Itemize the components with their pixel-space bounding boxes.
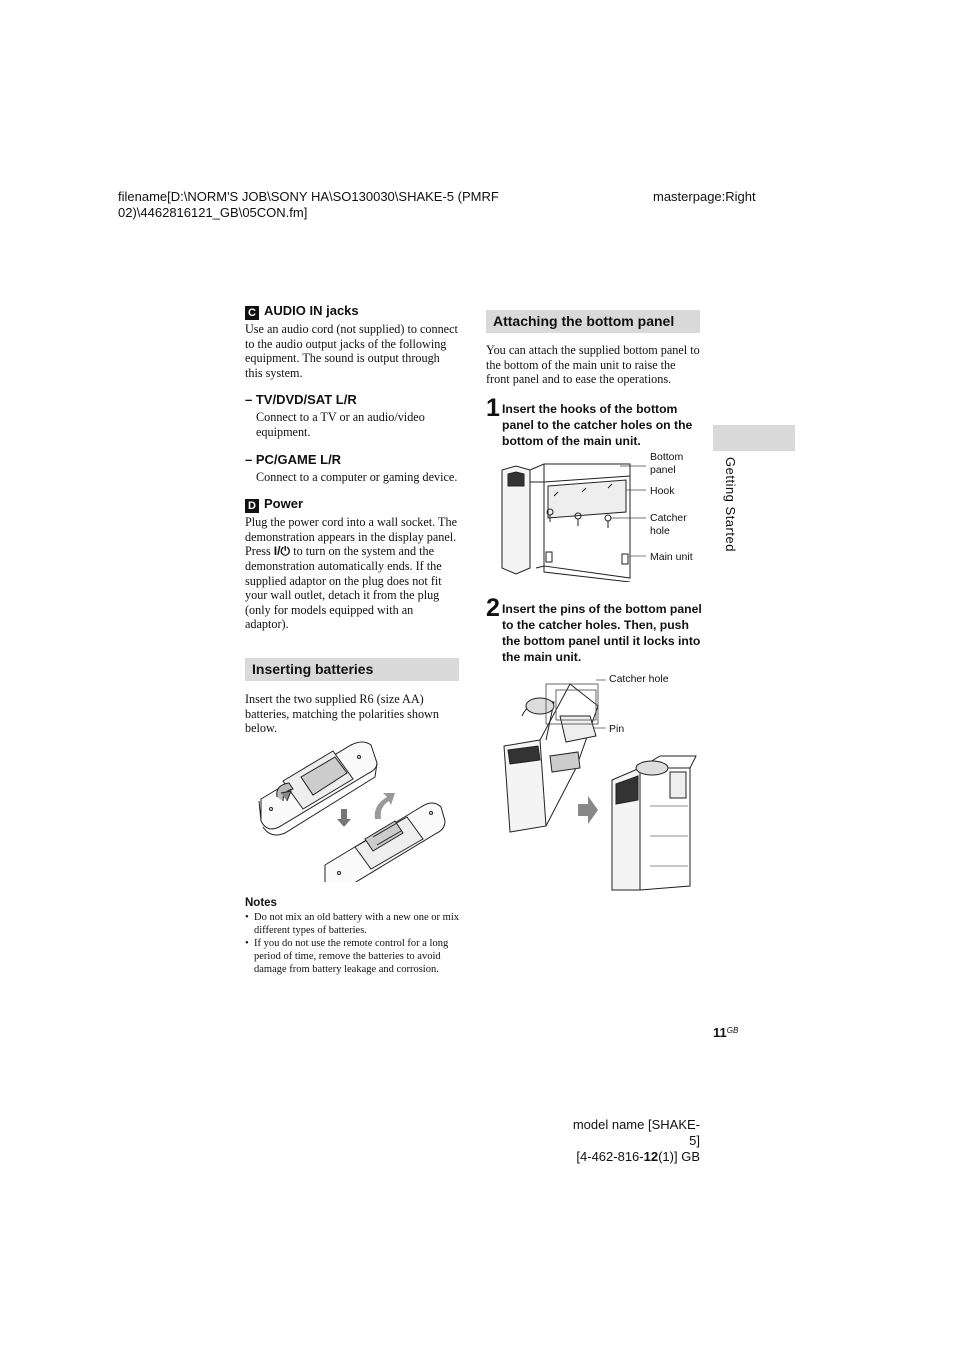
notes-section	[245, 897, 459, 976]
bottom-panel-callout	[650, 451, 683, 477]
masterpage-label: masterpage:Right	[653, 189, 756, 204]
power-body	[245, 515, 459, 632]
model-code-line	[563, 1149, 700, 1165]
attaching-intro: You can attach the supplied bottom panel to the bottom of the main unit to raise the front panel and to ease the operations.	[486, 343, 700, 387]
power-title: Power	[264, 496, 304, 512]
audio-in-heading	[245, 303, 459, 320]
power-symbol-icon: I/⏻	[273, 544, 291, 559]
bottom-panel-pins-illustration	[500, 676, 700, 896]
audio-in-body: Use an audio cord (not supplied) to connect to the audio output jacks of the following equipment. The sound is output through this system.	[245, 322, 458, 380]
filename-line-2: 02)\4462816121_GB\05CON.fm]	[118, 205, 308, 220]
power-body-post: to turn on the system and the demonstration automatically ends. If the supplied adaptor on the plug does not fit your wall outlet, detach it from the plug (only for models equipped with an adaptor).	[245, 544, 442, 632]
pin-callout: Pin	[609, 723, 625, 735]
audio-in-title: AUDIO IN jacks	[264, 303, 359, 318]
page-number	[713, 1025, 738, 1040]
filename-header	[118, 189, 499, 221]
attaching-bottom-panel-heading: Attaching the bottom panel	[486, 310, 700, 333]
power-heading	[245, 496, 459, 513]
note-item: • Do not mix an old battery with a new one or mix different types of batteries.	[245, 911, 459, 937]
callout-catcher-2: hole	[650, 525, 670, 537]
step-1-number: 1	[486, 394, 500, 422]
inserting-batteries-body: Insert the two supplied R6 (size AA) batteries, matching the polarities shown below.	[245, 692, 439, 736]
tv-dvd-sat-heading: – TV/DVD/SAT L/R	[245, 392, 357, 408]
catcher-hole-callout-2: Catcher hole	[609, 673, 669, 685]
model-code-post: (1)] GB	[658, 1149, 700, 1164]
note-item: • If you do not use the remote control for a long period of time, remove the batteries to avoid damage from battery leakage and corrosion.	[245, 937, 459, 976]
pc-game-heading: – PC/GAME L/R	[245, 451, 342, 467]
model-name-line: model name [SHAKE-5]	[572, 1117, 700, 1148]
step-2-text: Insert the pins of the bottom panel to the catcher holes. Then, push the bottom panel until it locks into the main unit.	[502, 602, 702, 664]
callout-bottom-2: panel	[650, 464, 676, 476]
notes-title: Notes	[245, 897, 277, 909]
step-2-number: 2	[486, 594, 500, 622]
bottom-panel-hooks-illustration	[496, 456, 646, 582]
filename-line-1: filename[D:\NORM'S JOB\SONY HA\SO130030\SHAKE-5 (PMRF	[118, 189, 499, 204]
step-1-text: Insert the hooks of the bottom panel to the catcher holes on the bottom of the main unit.	[502, 402, 693, 448]
audio-in-section	[245, 303, 459, 632]
callout-catcher-1: Catcher	[650, 512, 687, 524]
hook-callout: Hook	[650, 485, 675, 497]
page-number-value: 11	[713, 1025, 727, 1040]
section-letter-d: D	[245, 499, 259, 513]
pc-game-body: Connect to a computer or gaming device.	[256, 469, 458, 484]
section-side-tab	[713, 425, 795, 451]
page-suffix: GB	[726, 1026, 739, 1035]
battery-insertion-illustration	[255, 737, 450, 882]
catcher-hole-callout	[650, 512, 687, 538]
model-name-footer	[563, 1117, 700, 1165]
section-letter-c: C	[245, 306, 259, 320]
inserting-batteries-heading: Inserting batteries	[245, 658, 459, 681]
callout-bottom-1: Bottom	[650, 451, 684, 463]
model-code-bold: 12	[643, 1149, 659, 1164]
section-label-vertical: Getting Started	[723, 457, 738, 552]
tv-dvd-sat-body: Connect to a TV or an audio/video equipment.	[256, 410, 425, 439]
main-unit-callout: Main unit	[650, 551, 693, 563]
model-code-pre: [4-462-816-	[576, 1149, 644, 1164]
power-body-pre: Plug the power cord into a wall socket. The demonstration appears in the display panel. Press	[245, 515, 457, 559]
